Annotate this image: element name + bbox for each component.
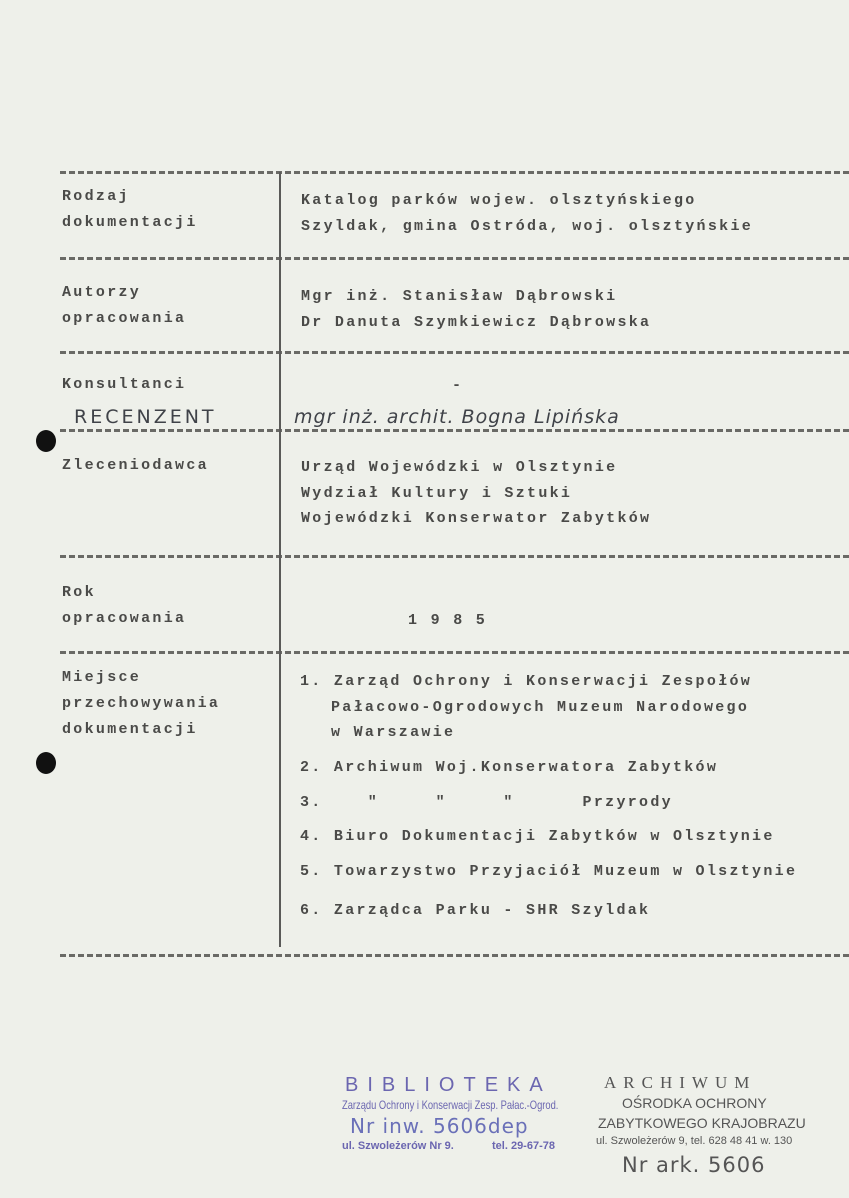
- value-commissioner: Wydział Kultury i Sztuki: [301, 485, 573, 502]
- punch-hole: [36, 752, 56, 774]
- label-year: opracowania: [62, 610, 187, 627]
- storage-item: 3. " " " Przyrody: [300, 794, 673, 811]
- rule: [60, 555, 849, 558]
- label-authors: Autorzy: [62, 284, 142, 301]
- storage-item: 2. Archiwum Woj.Konserwatora Zabytków: [300, 759, 719, 776]
- storage-item: 6. Zarządca Parku - SHR Szyldak: [300, 902, 651, 919]
- value-year: 1 9 8 5: [408, 612, 488, 629]
- rule: [60, 351, 849, 354]
- library-handwritten-number: Nr inw. 5606dep: [350, 1114, 529, 1138]
- label-year: Rok: [62, 584, 96, 601]
- value-commissioner: Wojewódzki Konserwator Zabytków: [301, 510, 652, 527]
- label-reviewer: RECENZENT: [74, 406, 217, 428]
- rule: [60, 257, 849, 260]
- library-stamp-line1: Zarządu Ochrony i Konserwacji Zesp. Pałac.-Ogrod.: [342, 1098, 559, 1112]
- rule: [60, 429, 849, 432]
- storage-item: Pałacowo-Ogrodowych Muzeum Narodowego: [331, 699, 750, 716]
- label-storage: dokumentacji: [62, 721, 198, 738]
- archive-stamp-line3: ul. Szwoleżerów 9, tel. 628 48 41 w. 130: [596, 1135, 793, 1147]
- value-consultants: -: [452, 377, 464, 394]
- archive-stamp-line2: ZABYTKOWEGO KRAJOBRAZU: [598, 1115, 806, 1131]
- label-doc-type: dokumentacji: [62, 214, 198, 231]
- label-storage: Miejsce: [62, 669, 142, 686]
- column-divider: [279, 172, 281, 947]
- label-storage: przechowywania: [62, 695, 221, 712]
- storage-item: w Warszawie: [331, 724, 456, 741]
- label-consultants: Konsultanci: [62, 376, 187, 393]
- library-stamp-tel: tel. 29-67-78: [492, 1140, 555, 1152]
- archive-stamp-line1: OŚRODKA OCHRONY: [622, 1095, 767, 1111]
- rule: [60, 171, 849, 174]
- label-doc-type: Rodzaj: [62, 188, 130, 205]
- value-authors: Mgr inż. Stanisław Dąbrowski: [301, 288, 618, 305]
- library-stamp-line2: ul. Szwoleżerów Nr 9.: [342, 1140, 454, 1152]
- punch-hole: [36, 430, 56, 452]
- value-doc-type: Katalog parków wojew. olsztyńskiego: [301, 192, 697, 209]
- value-reviewer: mgr inż. archit. Bogna Lipińska: [294, 406, 620, 428]
- archive-stamp-title: ARCHIWUM: [604, 1073, 757, 1092]
- label-commissioner: Zleceniodawca: [62, 457, 209, 474]
- storage-item: 5. Towarzystwo Przyjaciół Muzeum w Olsztynie: [300, 863, 798, 880]
- value-authors: Dr Danuta Szymkiewicz Dąbrowska: [301, 314, 652, 331]
- library-stamp-title: BIBLIOTEKA: [345, 1074, 552, 1096]
- label-authors: opracowania: [62, 310, 187, 327]
- rule: [60, 954, 849, 957]
- storage-item: 4. Biuro Dokumentacji Zabytków w Olsztynie: [300, 828, 775, 845]
- archive-handwritten-number: Nr ark. 5606: [622, 1153, 766, 1177]
- value-commissioner: Urząd Wojewódzki w Olsztynie: [301, 459, 618, 476]
- storage-item: 1. Zarząd Ochrony i Konserwacji Zespołów: [300, 673, 753, 690]
- value-doc-type: Szyldak, gmina Ostróda, woj. olsztyńskie: [301, 218, 754, 235]
- rule: [60, 651, 849, 654]
